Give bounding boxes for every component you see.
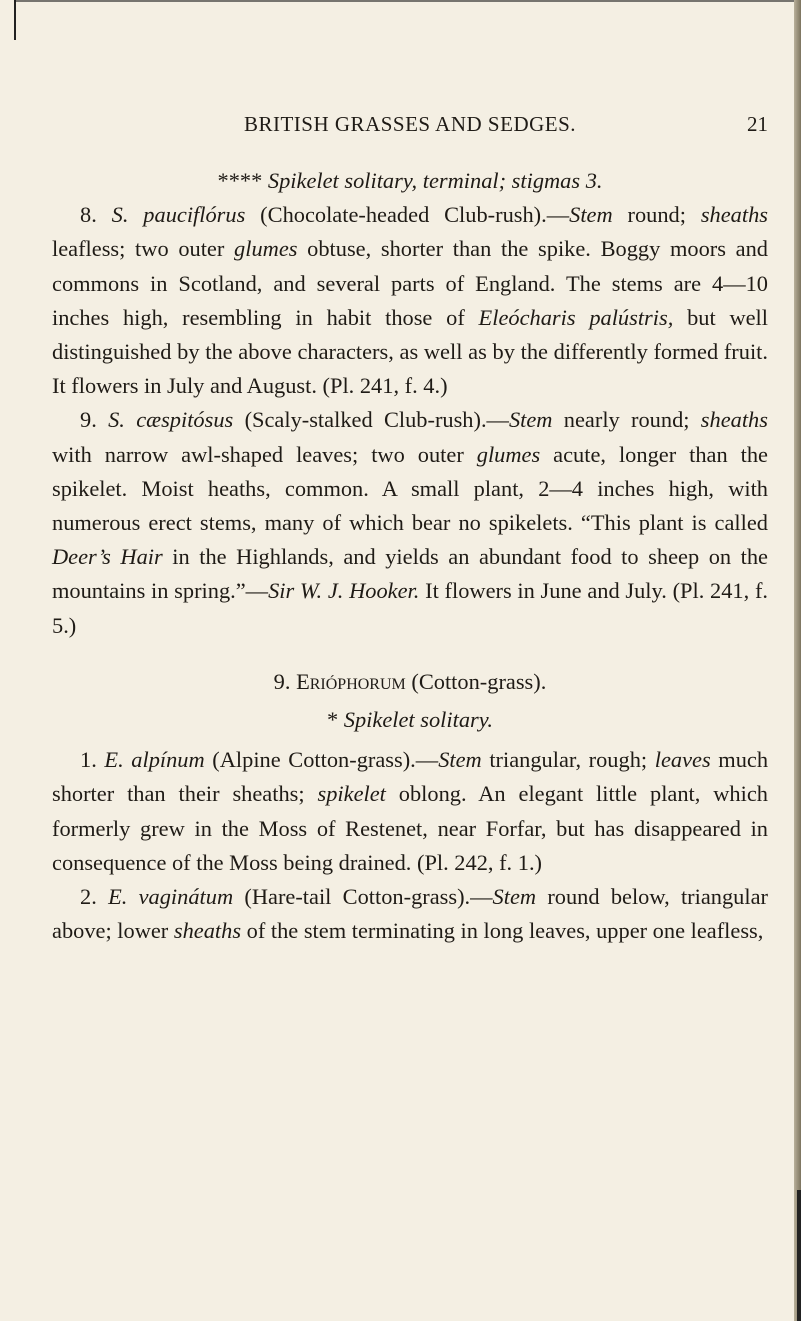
term-leaves: leaves xyxy=(654,747,711,773)
entry-text: but well distinguished by the above characters, as well as by the differently formed fruit. It flowers in July and August. (Pl. 241, f. 4.) xyxy=(52,304,769,399)
entry-text: It flowers in June and July. (Pl. 241, f. 5.) xyxy=(52,578,768,638)
entry-e-vaginatum xyxy=(52,880,768,948)
term-sheaths: sheaths xyxy=(700,202,768,228)
entry-text: acute, longer than the spikelet. Moist heaths, common. A small plant, 2—4 inches high, with numerous erect stems, many of which bear no spikelets. “This plant is called xyxy=(52,441,768,536)
term-stem: Stem xyxy=(508,407,553,433)
book-spine-dark-edge xyxy=(797,1190,801,1321)
vernacular-name: Deer’s Hair xyxy=(52,544,163,570)
genus-common-name: (Cotton-grass). xyxy=(411,668,547,694)
book-spine-edge xyxy=(794,0,801,1321)
entry-text: of the stem terminating in long leaves, upper one leafless, xyxy=(241,918,764,944)
running-title: BRITISH GRASSES AND SEDGES. xyxy=(243,112,577,136)
page-number: 21 xyxy=(747,112,768,136)
entry-text: round below, triangular above; lower xyxy=(52,884,768,944)
page-header xyxy=(52,112,768,144)
genus-name: Erióphorum xyxy=(296,668,406,694)
entry-text: round; xyxy=(612,202,701,228)
entry-text: oblong. An elegant little plant, which formerly grew in the Moss of Restenet, near Forfar, but has disappeared in consequence of the Moss being drained. (Pl. 242, f. 1.) xyxy=(52,781,768,875)
section-subheading xyxy=(52,164,768,198)
common-name: (Chocolate-headed Club-rush).— xyxy=(260,202,570,228)
common-name: (Alpine Cotton-grass).— xyxy=(212,747,439,773)
page-edge-top xyxy=(14,0,794,2)
entry-text: in the Highlands, and yields an abundant food to sheep on the mountains in spring.”— xyxy=(52,544,768,604)
species-name: E. alpínum xyxy=(104,747,205,773)
entry-text: nearly round; xyxy=(552,407,701,433)
entry-number: 8. xyxy=(80,202,97,228)
genus-subheading xyxy=(52,703,768,737)
term-stem: Stem xyxy=(438,747,482,773)
book-page xyxy=(52,112,768,948)
entry-number: 2. xyxy=(80,884,97,910)
common-name: (Hare-tail Cotton-grass).— xyxy=(244,884,493,910)
cross-reference: Eleócharis palústris, xyxy=(478,304,674,330)
genus-number: 9. xyxy=(273,668,291,694)
entry-text: with narrow awl-shaped leaves; two outer xyxy=(52,441,477,467)
term-sheaths: sheaths xyxy=(173,918,242,944)
entry-number: 9. xyxy=(80,407,97,433)
subheading-text: Spikelet solitary. xyxy=(343,707,494,733)
entry-text: much shorter than their sheaths; xyxy=(52,747,769,807)
genus-heading xyxy=(52,665,768,699)
entry-text: leafless; two outer xyxy=(52,236,235,262)
term-glumes: glumes xyxy=(476,441,541,467)
common-name: (Scaly-stalked Club-rush).— xyxy=(244,407,509,433)
subheading-star: * xyxy=(326,707,339,733)
term-spikelet: spikelet xyxy=(317,781,386,807)
term-glumes: glumes xyxy=(234,236,298,262)
page-edge-shadow xyxy=(0,0,16,40)
species-name: S. cæspitósus xyxy=(108,407,234,433)
entry-number: 1. xyxy=(80,747,97,773)
entry-species-8 xyxy=(52,198,768,403)
entry-species-9 xyxy=(52,403,768,642)
subheading-stars: **** xyxy=(217,168,263,193)
species-name: S. pauciflórus xyxy=(111,202,246,228)
term-stem: Stem xyxy=(569,202,613,228)
subheading-text: Spikelet solitary, terminal; stigmas 3. xyxy=(267,168,603,193)
term-stem: Stem xyxy=(492,884,537,910)
entry-text: triangular, rough; xyxy=(481,747,655,773)
species-name: E. vaginátum xyxy=(108,884,234,910)
entry-e-alpinum xyxy=(52,743,768,880)
term-sheaths: sheaths xyxy=(700,407,768,433)
entry-text: obtuse, shorter than the spike. Boggy moors and commons in Scotland, and several parts of England. The stems are 4—10 inches high, resembling in habit those of xyxy=(52,236,768,330)
quoted-author: Sir W. J. Hooker. xyxy=(268,578,420,604)
